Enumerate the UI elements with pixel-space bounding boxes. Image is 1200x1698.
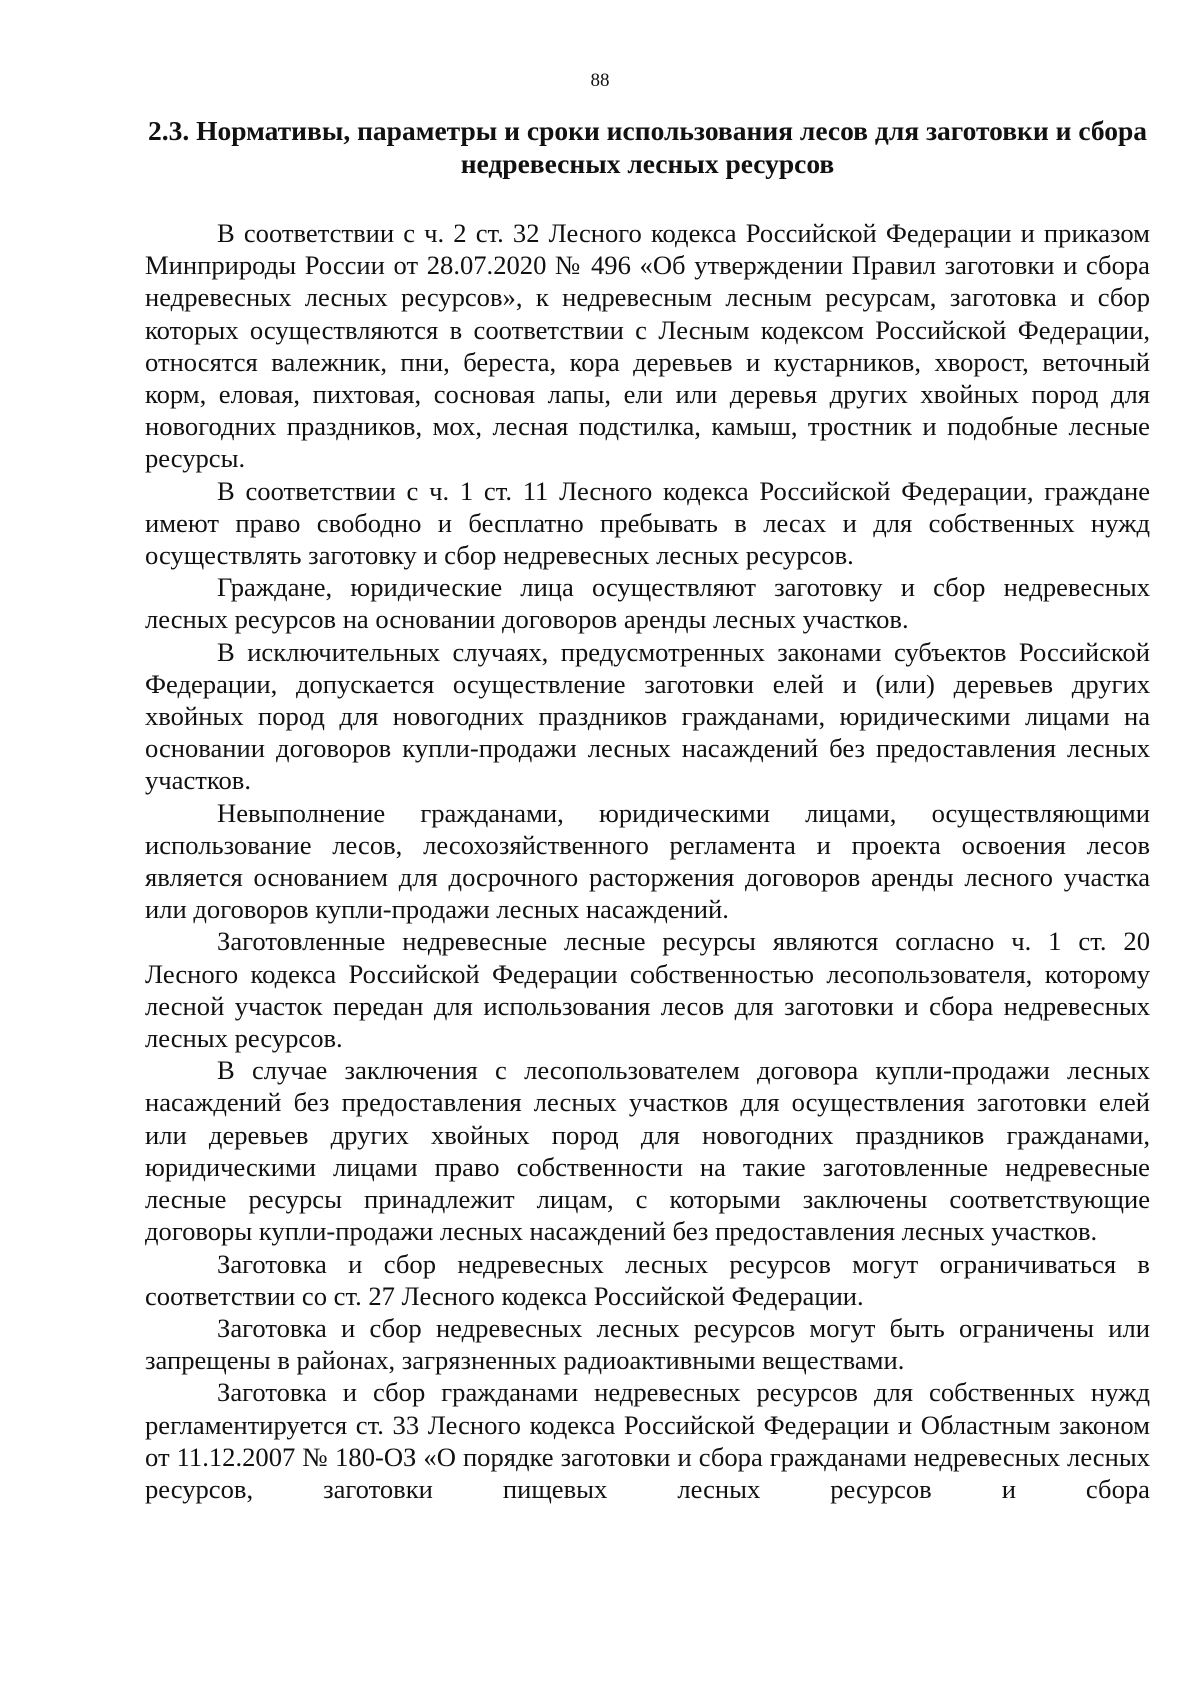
paragraph: Граждане, юридические лица осуществляют заготовку и сбор недревесных лесных ресурсов на основании договоров аренды лесных участков. — [145, 572, 1150, 635]
paragraph: В случае заключения с лесопользователем договора купли-продажи лесных насаждений без предоставления лесных участков для осуществления заготовки елей или деревьев других хвойных пород для новогодних праздников гражданами, юридическими лицами право собственности на такие заготовленные недревесные лесные ресурсы принадлежит лицам, с которыми заключены соответствующие договоры купли-продажи лесных насаждений без предоставления лесных участков. — [145, 1055, 1150, 1247]
body-text — [145, 217, 1150, 1505]
section-heading: 2.3. Нормативы, параметры и сроки использования лесов для заготовки и сбора недревесных лесных ресурсов — [147, 115, 1148, 179]
paragraph: В соответствии с ч. 1 ст. 11 Лесного кодекса Российской Федерации, граждане имеют право свободно и бесплатно пребывать в лесах и для собственных нужд осуществлять заготовку и сбор недревесных лесных ресурсов. — [145, 475, 1150, 571]
paragraph: В соответствии с ч. 2 ст. 32 Лесного кодекса Российской Федерации и приказом Минприроды России от 28.07.2020 № 496 «Об утверждении Правил заготовки и сбора недревесных лесных ресурсов», к недревесным лесным ресурсам, заготовка и сбор которых осуществляются в соответствии с Лесным кодексом Российской Федерации, относятся валежник, пни, береста, кора деревьев и кустарников, хворост, веточный корм, еловая, пихтовая, сосновая лапы, ели или деревья других хвойных пород для новогодних праздников, мох, лесная подстилка, камыш, тростник и подобные лесные ресурсы. — [145, 218, 1150, 474]
paragraph: Заготовленные недревесные лесные ресурсы являются согласно ч. 1 ст. 20 Лесного кодекса Российской Федерации собственностью лесопользователя, которому лесной участок передан для использования лесов для заготовки и сбора недревесных лесных ресурсов. — [145, 926, 1150, 1054]
paragraph: В исключительных случаях, предусмотренных законами субъектов Российской Федерации, допускается осуществление заготовки елей и (или) деревьев других хвойных пород для новогодних праздников гражданами, юридическими лицами на основании договоров купли-продажи лесных насаждений без предоставления лесных участков. — [145, 636, 1150, 796]
paragraph: Заготовка и сбор недревесных лесных ресурсов могут быть ограничены или запрещены в районах, загрязненных радиоактивными веществами. — [145, 1312, 1150, 1376]
paragraph: Невыполнение гражданами, юридическими лицами, осуществляющими использование лесов, лесохозяйственного регламента и проекта освоения лесов является основанием для досрочного расторжения договоров аренды лесного участка или договоров купли-продажи лесных насаждений. — [145, 797, 1150, 925]
page-number: 88 — [590, 70, 610, 91]
paragraph: Заготовка и сбор недревесных лесных ресурсов могут ограничиваться в соответствии со ст. 27 Лесного кодекса Российской Федерации. — [145, 1248, 1150, 1311]
paragraph: Заготовка и сбор гражданами недревесных ресурсов для собственных нужд регламентируется ст. 33 Лесного кодекса Российской Федерации и Областным законом от 11.12.2007 № 180-ОЗ «О порядке заготовки и сбора гражданами недревесных лесных ресурсов, заготовки пищевых лесных ресурсов и сбора — [145, 1377, 1150, 1504]
